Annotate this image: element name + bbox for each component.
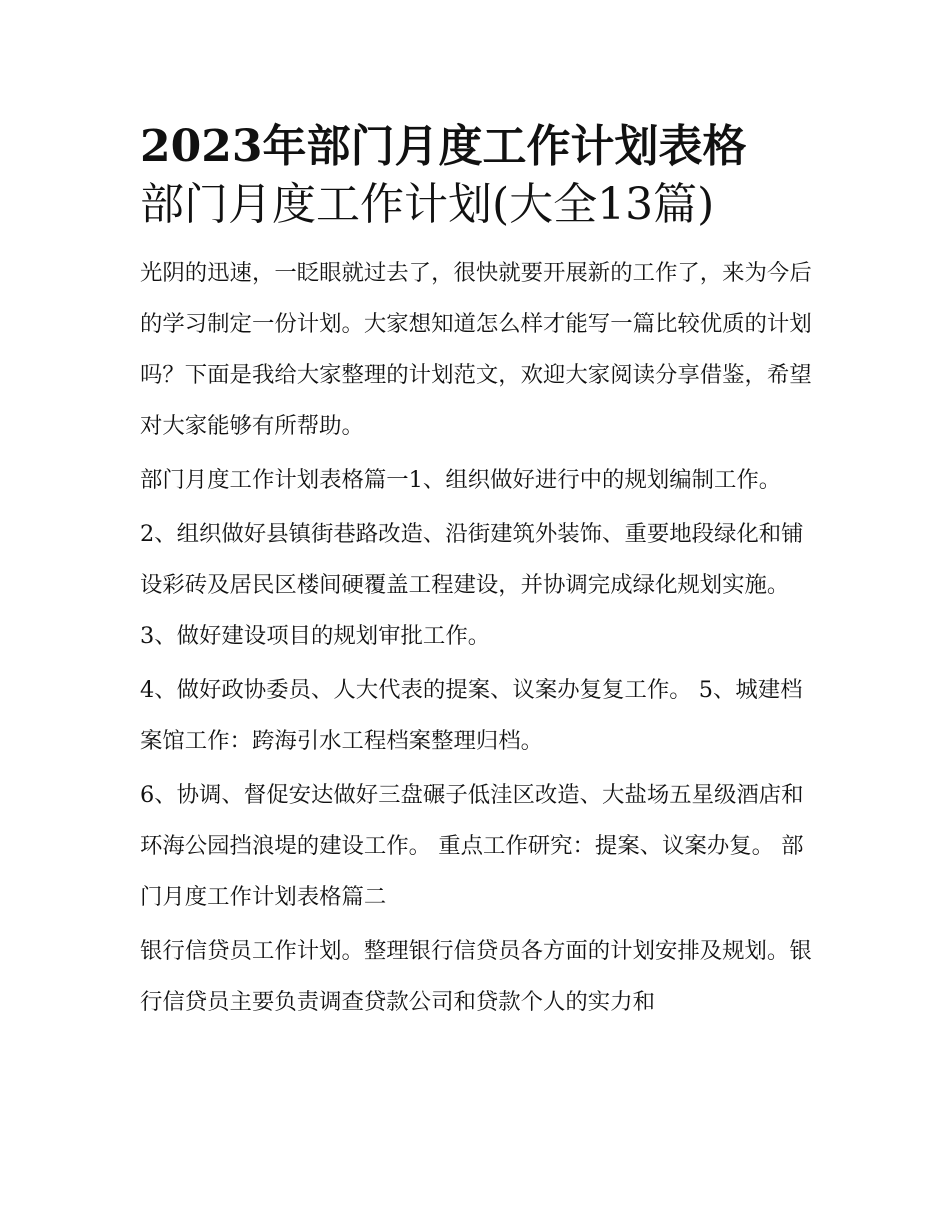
plan-section-1-item-6: 6、协调、督促安达做好三盘碾子低洼区改造、大盐场五星级酒店和环海公园挡浪堤的建设工作。 重点工作研究：提案、议案办复。 部门月度工作计划表格篇二: [140, 782, 804, 910]
plan-section-1-item-2-3: 2、组织做好县镇街巷路改造、沿街建筑外装饰、重要地段绿化和铺设彩砖及居民区楼间硬覆盖工程建设，并协调完成绿化规划实施。 3、做好建设项目的规划审批工作。: [140, 521, 804, 649]
plan-section-1-item-4-5: 4、做好政协委员、人大代表的提案、议案办复复工作。 5、城建档案馆工作：跨海引水工程档案整理归档。: [140, 677, 803, 754]
plan-section-2-paragraph: 银行信贷员工作计划。整理银行信贷员各方面的计划安排及规划。银行信贷员主要负责调查贷款公司和贷款个人的实力和: [140, 938, 812, 1015]
intro-paragraph: 光阴的迅速，一眨眼就过去了，很快就要开展新的工作了，来为今后的学习制定一份计划。大家想知道怎么样才能写一篇比较优质的计划吗？下面是我给大家整理的计划范文，欢迎大家阅读分享借鉴，希望对大家能够有所帮助。: [140, 260, 812, 439]
plan-section-1-item-1: 部门月度工作计划表格篇一1、组织做好进行中的规划编制工作。: [140, 467, 782, 493]
title-line-2: 部门月度工作计划(大全13篇): [140, 179, 715, 230]
document-title: [140, 118, 820, 234]
title-line-1: 2023年部门月度工作计划表格: [140, 121, 747, 172]
document-page: [140, 118, 820, 1031]
